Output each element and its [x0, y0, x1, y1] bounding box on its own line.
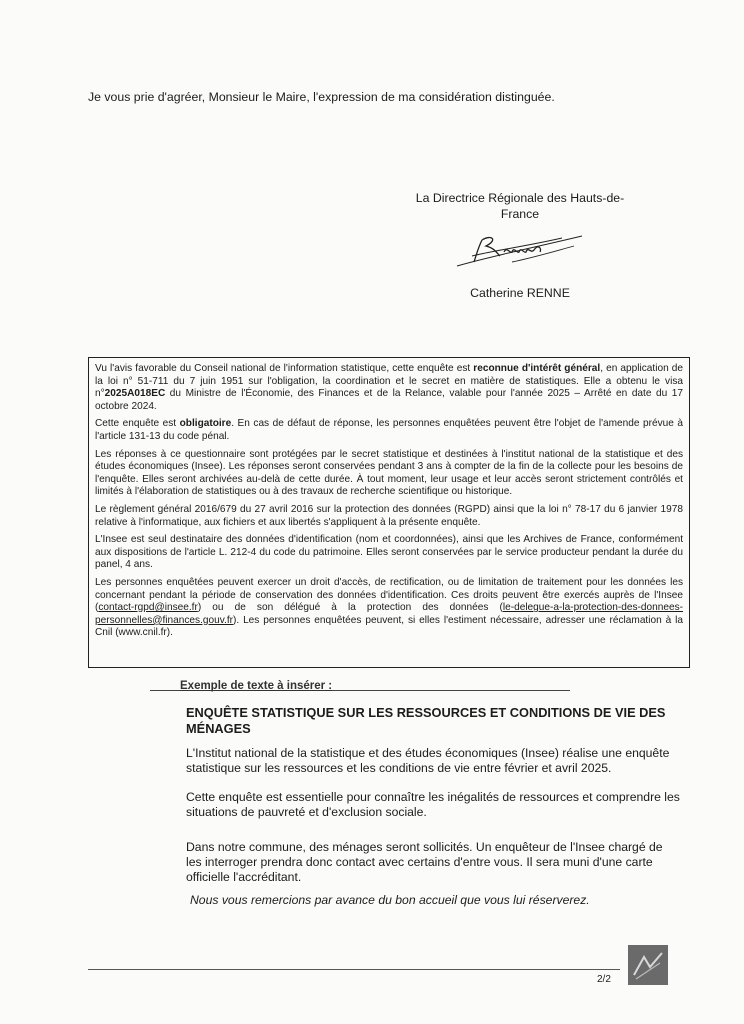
notice-paragraph: Vu l'avis favorable du Conseil national de l'information statistique, cette enquête est reconnue d'intérêt général, en application de la loi n° 51-711 du 7 juin 1951 sur l'obligation, la coordination et le secret en matière de statistiques. Elle a obtenu le visa n°2025A018EC du Ministre de l'Économie, des Finances et de la Relance, valable pour l'année 2025 – Arrêté en date du 17 octobre 2024.	[95, 363, 683, 412]
notice-paragraph: Le règlement général 2016/679 du 27 avril 2016 sur la protection des données (RGPD) ainsi que la loi n° 78-17 du 6 janvier 1978 relative à l'informatique, aux fichiers et aux libertés s'appliquent à la présente enquête.	[95, 503, 683, 528]
email-link[interactable]: contact-rgpd@insee.fr	[98, 602, 198, 614]
example-paragraph: L'Institut national de la statistique et des études économiques (Insee) réalise une enquête statistique sur les ressources et les conditions de vie entre février et avril 2025.	[186, 746, 670, 775]
closing-formula: Je vous prie d'agréer, Monsieur le Maire, l'expression de ma considération distinguée.	[88, 90, 555, 104]
logo-stamp-icon	[628, 945, 668, 985]
notice-paragraph: L'Insee est seul destinataire des données d'identification (nom et coordonnées), ainsi que les Archives de France, conformément aux dispositions de l'article L. 212-4 du code du patrimoine. Elles seront conservées par le service producteur pendant la durée du panel, 4 ans.	[95, 534, 683, 571]
handwritten-signature	[452, 226, 587, 268]
example-label: Exemple de texte à insérer :	[180, 680, 333, 692]
signatory-name: Catherine RENNE	[470, 286, 570, 300]
notice-paragraph: Les réponses à ce questionnaire sont protégées par le secret statistique et destinées à l'institut national de la statistique et des études économiques (Insee). Les réponses seront conservées pendant 3 ans à compter de la fin de la collecte pour les besoins de l'enquête. Elles seront archivées au-delà de cette durée. À tout moment, leur usage et leur accès seront strictement contrôlés et limités à l'élaboration de statistiques ou à des travaux de recherche scientifique ou historique.	[95, 448, 683, 498]
notice-paragraph: Les personnes enquêtées peuvent exercer un droit d'accès, de rectification, ou de limitation de traitement pour les données les concernant pendant la période de conservation des données d'identification. Ces droits peuvent être exercés auprès de l'Insee (contact-rgpd@insee.fr) ou de son délégué à la protection des données (le-delegue-a-la-protection-des-donnees-personnelles@finances.gouv.fr). Les personnes enquêtées peuvent, si elles l'estiment nécessaire, adresser une réclamation à la Cnil (www.cnil.fr).	[95, 576, 683, 639]
notice-paragraph: Cette enquête est obligatoire. En cas de défaut de réponse, les personnes enquêtées peuvent être l'objet de l'amende prévue à l'article 131-13 du code pénal.	[95, 418, 683, 442]
example-paragraph: Dans notre commune, des ménages seront sollicités. Un enquêteur de l'Insee chargé de les interroger prendra donc contact avec certains d'entre vous. Il sera muni d'une carte officielle l'accréditant.	[186, 840, 663, 884]
section-title: ENQUÊTE STATISTIQUE SUR LES RESSOURCES ET CONDITIONS DE VIE DES MÉNAGES	[186, 705, 666, 736]
page-number: 2/2	[597, 974, 611, 985]
footer-divider	[88, 969, 620, 970]
example-paragraph: Cette enquête est essentielle pour connaître les inégalités de ressources et comprendre les situations de pauvreté et d'exclusion sociale.	[186, 790, 680, 819]
signatory-title: La Directrice Régionale des Hauts-de-France	[415, 191, 625, 221]
thanks-line: Nous vous remercions par avance du bon accueil que vous lui réserverez.	[190, 893, 590, 907]
email-link[interactable]: le-delegue-a-la-protection-des-donnees-personnelles@finances.gouv.fr	[95, 602, 683, 626]
legal-notice-box	[88, 357, 690, 668]
